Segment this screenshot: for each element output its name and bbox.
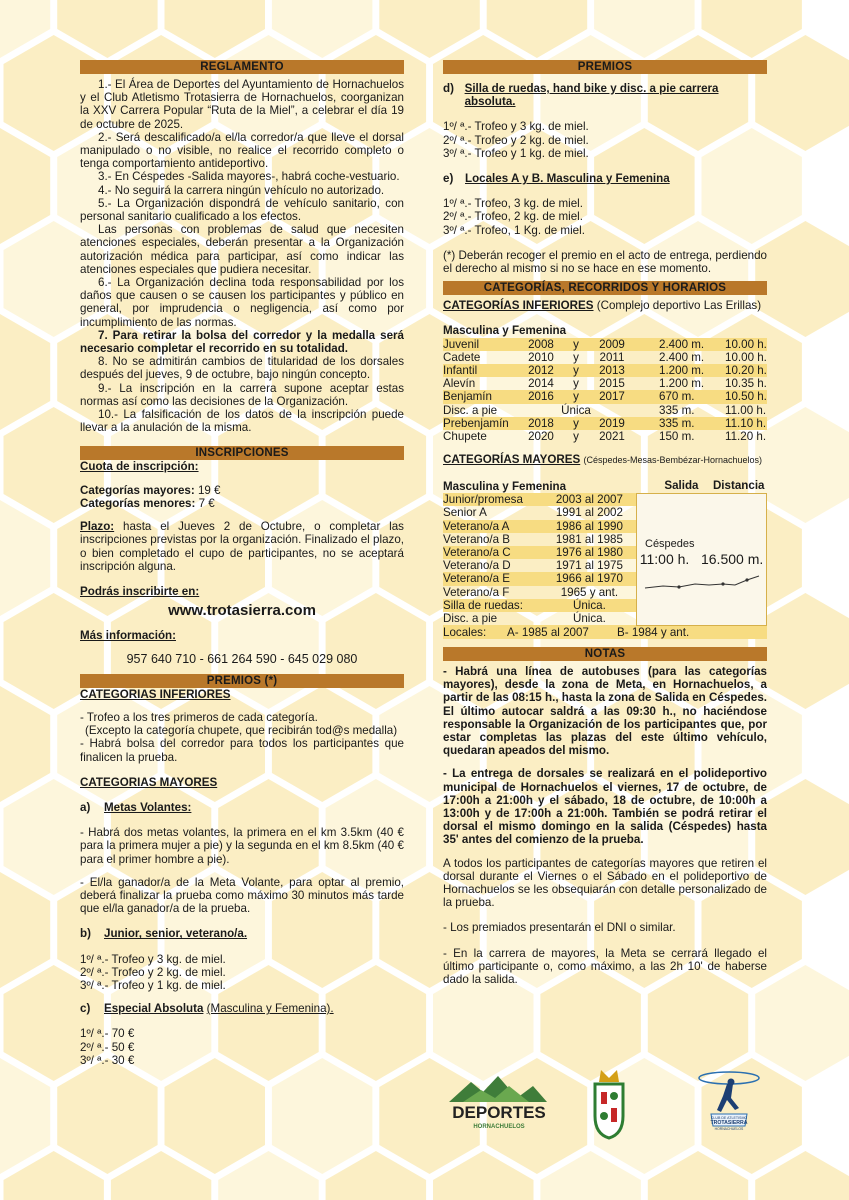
cell-time: 11.20 h.: [725, 430, 767, 444]
podras-label: Podrás inscribirte en:: [80, 584, 200, 598]
reglamento-header: REGLAMENTO: [80, 60, 404, 74]
locales-b: B- 1984 y ant.: [617, 625, 690, 639]
place-label: Céspedes: [645, 537, 695, 550]
price-mayores: Categorías mayores: 19 €: [80, 483, 221, 497]
inferiores-heading: CATEGORÍAS INFERIORES (Complejo deportivo Las Erillas): [443, 299, 762, 313]
cell-from: [525, 404, 557, 417]
cell-sep: y: [557, 338, 595, 351]
honeycomb-cell: [0, 128, 50, 244]
cell-sep: y: [573, 350, 579, 364]
prize-line: 1º/ ª.- 70 €: [80, 1027, 135, 1041]
cuota-label: Cuota de inscripción:: [80, 460, 199, 474]
nota-dorsales: - La entrega de dorsales se realizará en el polideportivo municipal de Hornachuelos el viernes, 17 de octubre, de 17:00h a 21:00h y el sábado, 18 de octubre, de 10:00h a 13:00h y de 17:00h a 21:00h. También se podrá retirar el dorsal el mismo domingo en la salida (Céspedes) hasta 35' antes del comienzo de la prueba.: [443, 767, 767, 847]
mayores-prizes-title: CATEGORIAS MAYORES: [80, 775, 218, 789]
cell-time: 10.35 h.: [725, 377, 767, 391]
nota-dni: - Los premiados presentarán el DNI o similar.: [443, 921, 676, 935]
prize-line: - Trofeo a los tres primeros de cada categoría.: [80, 710, 318, 724]
mayores-table: [443, 479, 767, 638]
honeycomb-cell: [755, 593, 849, 709]
cell-sep: y: [573, 377, 579, 391]
elevation-profile: [643, 572, 761, 594]
premios-left-header: PREMIOS (*): [80, 674, 404, 688]
prize-line: 3º/ ª.- Trofeo y 1 kg. de miel.: [80, 978, 226, 992]
cell-from: 2010: [528, 350, 554, 364]
nota-meta: - En la carrera de mayores, la Meta se cerrará llegado el último participante o, como máximo, a las 2h 10' de haberse dado la salida.: [443, 946, 767, 986]
cell-years: 1991 al 2002: [555, 506, 623, 520]
inferiores-row: [443, 390, 767, 403]
cell-name: Infantil: [443, 364, 525, 377]
salida-label: Salida: [664, 479, 699, 493]
inferiores-row: [443, 417, 767, 430]
cell-sep: y: [557, 364, 595, 377]
cell-years: Única.: [572, 612, 606, 625]
inferiores-row: [443, 364, 767, 377]
subsection-b: b) Junior, senior, veterano/a.: [80, 927, 248, 941]
cell-time: 11.10 h.: [725, 416, 767, 430]
honeycomb-cell: [755, 35, 849, 151]
cell-time: 10.20 h.: [725, 364, 767, 378]
inferiores-row: [443, 377, 767, 390]
cell-to: 2011: [599, 350, 625, 364]
salida-distancia-labels: [637, 479, 767, 493]
distancia-label: Distancia: [712, 479, 765, 493]
rule-5: 5.- La Organización dispondrá de vehículo sanitario, con personal sanitario cualificado a los efectos.: [80, 196, 404, 224]
cell-years: 1976 al 1980: [543, 546, 637, 559]
cell-sep: y: [557, 390, 595, 403]
prize-line: 3º/ ª.- 30 €: [80, 1053, 135, 1067]
rule-9: 9.- La inscripción en la carrera supone aceptar estas normas así como las decisiones de la Organización.: [80, 381, 404, 408]
metas-volantes-rule: - El/la ganador/a de la Meta Volante, para optar al premio, deberá finalizar la prueba como máximo 30 minutos más tarde que el/la ganador/a de la prueba.: [80, 875, 404, 916]
rule-10: 10.- La falsificación de los datos de la inscripción puede llevar a la anulación de la misma.: [80, 408, 404, 435]
prize-line: 1º/ ª.- Trofeo y 3 kg. de miel.: [443, 120, 589, 134]
subsection-c: c) Especial Absoluta (Masculina y Femenina).: [80, 1002, 334, 1016]
cell-years: 1966 al 1970: [543, 572, 637, 585]
prize-line: (Excepto la categoría chupete, que recibirán tod@s medalla): [85, 724, 398, 738]
inferiores-row: [443, 430, 767, 443]
club-logo-line3: HORNACHUELOS: [714, 1127, 744, 1131]
locales-cell: [443, 625, 767, 639]
prize-line: 3º/ ª.- Trofeo, 1 Kg. de miel.: [443, 223, 585, 237]
mas-info-label: Más información:: [80, 629, 176, 643]
deportes-logo-subtext: HORNACHUELOS: [473, 1124, 525, 1130]
club-logo-line2: TROTASIERRA: [710, 1120, 748, 1126]
mf-label: Masculina y Femenina: [443, 324, 567, 338]
cell-category: Disc. a pie: [443, 612, 498, 625]
distancia-value: 16.500 m.: [700, 550, 764, 567]
prize-line: - Habrá bolsa del corredor para todos los participantes que finalicen la prueba.: [80, 737, 404, 764]
mayores-row: [443, 493, 767, 506]
inscripciones-header: INSCRIPCIONES: [80, 446, 404, 460]
cell-dist: 1.200 m.: [659, 377, 705, 391]
cell-from: 2016: [525, 390, 557, 403]
rule-2: 2.- Será descalificado/a el/la corredor/a que lleve el dorsal manipulado o no visible, no realice el recorrido completo o tenga comportamiento antideportivo.: [80, 130, 404, 171]
honeycomb-cell: [0, 1058, 50, 1174]
inferiores-table: [443, 338, 767, 444]
cell-category: Veterano/a C: [443, 546, 543, 559]
cell-to: 2019: [595, 417, 629, 430]
locales-label: Locales:: [443, 625, 487, 639]
cell-name: Prebenjamín: [443, 417, 525, 430]
cell-time: 11.00 h.: [725, 403, 767, 417]
rule-4: 4.- No seguirá la carrera ningún vehículo no autorizado.: [98, 183, 385, 197]
cell-dist: 2.400 m.: [659, 350, 705, 364]
plazo-text: Plazo: hasta el Jueves 2 de Octubre, o completar las inscripciones previstas por la organización. Finalizado el plazo, o bien completado el cupo de participantes, no se aceptará inscripción alguna.: [80, 520, 404, 573]
rule-8: 8. No se admitirán cambios de titularidad de los dorsales después del jueves, 9 de octubre, bajo ningún concepto.: [80, 355, 404, 382]
cell-to: 2017: [595, 390, 629, 403]
honeycomb-cell: [165, 1058, 266, 1174]
price-menores: Categorías menores: 7 €: [80, 496, 215, 510]
honeycomb-cell: [272, 1058, 373, 1174]
cell-from: 2020: [528, 430, 554, 444]
left-column: [80, 60, 404, 1067]
logos-svg: [443, 1068, 767, 1140]
categorias-header: CATEGORÍAS, RECORRIDOS Y HORARIOS: [443, 281, 767, 295]
prize-line: 2º/ ª.- Trofeo y 2 kg. de miel.: [443, 133, 589, 147]
cell-sep: y: [573, 430, 579, 444]
premios-right-header: PREMIOS: [443, 60, 767, 74]
cell-category: Veterano/a B: [443, 532, 511, 546]
cell-category: Senior A: [443, 506, 487, 520]
salida-time: 11:00 h.: [639, 550, 690, 567]
honeycomb-cell: [755, 407, 849, 523]
cell-years: 1981 al 1985: [555, 532, 623, 546]
subsection-a: a) Metas Volantes:: [80, 800, 192, 814]
cell-years: 1965 y ant.: [560, 585, 619, 599]
inferiores-prizes-title: CATEGORIAS INFERIORES: [80, 687, 231, 701]
phone-numbers: 957 640 710 - 661 264 590 - 645 029 080: [126, 651, 358, 666]
nota-autobuses: - Habrá una línea de autobuses (para las categorías mayores), desde la zona de Meta, en Hornachuelos, a partir de las 08:15 h., hasta la zona de Salida en Céspedes. El último autocar saldrá a las 09:30 h., no haciéndose responsable la Organización de los participantes que, por estar completas las plazas del este último vehículo, quedaran apeados del mismo.: [443, 664, 767, 758]
deportes-logo: [449, 1076, 547, 1130]
right-column: [443, 60, 767, 986]
cell-category: Silla de ruedas:: [443, 599, 543, 612]
locales-a: A- 1985 al 2007: [507, 625, 589, 639]
cell-name: Benjamín: [443, 390, 525, 403]
rule-7: 7. Para retirar la bolsa del corredor y la medalla será necesario completar el recorrido en su totalidad.: [80, 328, 404, 356]
coat-of-arms-logo: [595, 1070, 623, 1138]
mayores-header-row: [443, 479, 767, 493]
prize-line: 3º/ ª.- Trofeo y 1 kg. de miel.: [443, 146, 589, 160]
inferiores-row: [443, 351, 767, 364]
cell-name: Chupete: [443, 430, 487, 444]
cell-to: 2015: [599, 377, 625, 391]
mayores-heading: CATEGORÍAS MAYORES (Céspedes-Mesas-Bembézar-Hornachuelos): [443, 453, 763, 467]
cell-time: 10.50 h.: [725, 390, 767, 404]
rule-5-health: Las personas con problemas de salud que necesiten atenciones especiales, deberán presentar a la Organización autorización médica para participar, así como indicar las atenciones especiales que pudiera necesitar.: [80, 223, 404, 276]
cell-dist: 150 m.: [659, 430, 695, 444]
cell-to: 2021: [599, 430, 625, 444]
deportes-logo-text: DEPORTES: [452, 1103, 546, 1122]
cell-category: Junior/promesa: [443, 493, 543, 506]
cell-dist: 2.400 m.: [629, 338, 725, 351]
cell-from: 2012: [525, 364, 557, 377]
cell-sep: Única: [561, 403, 591, 417]
prize-line: 2º/ ª.- Trofeo y 2 kg. de miel.: [80, 965, 226, 979]
honeycomb-cell: [0, 872, 50, 988]
cell-from: 2008: [525, 338, 557, 351]
honeycomb-cell: [57, 1058, 157, 1174]
cell-dist: 1.200 m.: [629, 364, 725, 377]
honeycomb-cell: [0, 686, 50, 802]
cell-sep: y: [557, 417, 595, 430]
website-link[interactable]: www.trotasierra.com: [168, 602, 316, 620]
cell-to: 2009: [595, 338, 629, 351]
prize-collection-note: (*) Deberán recoger el premio en el acto de entrega, perdiendo el derecho al mismo si no se hace en ese momento.: [443, 248, 767, 276]
salida-distancia-values: [637, 550, 766, 567]
cell-years: 2003 al 2007: [543, 493, 637, 506]
cell-years: 1986 al 1990: [543, 520, 637, 533]
cell-to: [595, 404, 629, 417]
cell-name: Juvenil: [443, 338, 525, 351]
subsection-e: e) Locales A y B. Masculina y Femenina: [443, 172, 670, 186]
cell-category: Veterano/a F: [443, 585, 510, 599]
cell-to: 2013: [595, 364, 629, 377]
cell-years: Única.: [543, 599, 637, 612]
prize-line: 2º/ ª.- Trofeo, 2 kg. de miel.: [443, 210, 583, 224]
cell-dist: 335 m.: [629, 417, 725, 430]
cell-name: Alevín: [443, 377, 476, 391]
mf-label: Masculina y Femenina: [443, 479, 567, 493]
logos-row: [443, 1068, 767, 1140]
cell-name: Cadete: [443, 350, 481, 364]
cell-category: Veterano/a D: [443, 559, 511, 573]
metas-volantes-text: - Habrá dos metas volantes, la primera en el km 3.5km (40 € para la primera mujer a pie) y la segunda en el km 8.5km (40 € para el primer hombre a pie).: [80, 826, 404, 866]
cell-category: Veterano/a E: [443, 572, 543, 585]
rule-1: 1.- El Área de Deportes del Ayuntamiento de Hornachuelos y el Club Atletismo Trotasierra de Hornachuelos, coorganizan la XXV Carrera Popular “Ruta de la Miel”, a celebrar el día 19 de octubre de 2025.: [80, 78, 404, 131]
cell-from: 2018: [525, 417, 557, 430]
subsection-d: d) Silla de ruedas, hand bike y disc. a pie carrera absoluta.: [443, 82, 719, 109]
cell-dist: 670 m.: [629, 390, 725, 403]
salida-box: [637, 493, 767, 625]
club-logo-line1: CLUB DE ATLETISMO: [710, 1116, 748, 1120]
inferiores-row: [443, 404, 767, 417]
cell-time: 10.00 h.: [725, 350, 767, 364]
cell-dist: 335 m.: [659, 403, 695, 417]
notas-header: NOTAS: [443, 647, 767, 661]
prize-line: 2º/ ª.- 50 €: [80, 1040, 135, 1054]
cell-years: 1971 al 1975: [555, 559, 623, 573]
nota-obsequio: A todos los participantes de categorías mayores que retiren el dorsal durante el Viernes o el Sábado en el polideportivo de Hornachuelos se les obsequiarán con detalle personalizado de la prueba.: [443, 856, 767, 910]
cell-time: 10.00 h.: [725, 337, 767, 351]
rule-3: 3.- En Céspedes -Salida mayores-, habrá coche-vestuario.: [98, 170, 400, 184]
honeycomb-cell: [0, 500, 50, 616]
rule-6: 6.- La Organización declina toda responsabilidad por los daños que causen o se causen los participantes y público en general, por imprudencia o negligencia, así como por incumplimiento de las normas.: [80, 276, 404, 329]
trotasierra-logo: [699, 1072, 759, 1131]
locales-row: [443, 625, 767, 639]
prize-line: 1º/ ª.- Trofeo, 3 kg. de miel.: [443, 197, 583, 211]
cell-from: 2014: [528, 377, 554, 391]
inferiores-row: [443, 338, 767, 351]
honeycomb-cell: [755, 779, 849, 895]
honeycomb-cell: [755, 965, 849, 1081]
cell-name: Disc. a pie: [443, 403, 498, 417]
cell-category: Veterano/a A: [443, 520, 543, 533]
honeycomb-cell: [755, 221, 849, 337]
prize-line: 1º/ ª.- Trofeo y 3 kg. de miel.: [80, 952, 226, 966]
honeycomb-cell: [0, 314, 50, 430]
